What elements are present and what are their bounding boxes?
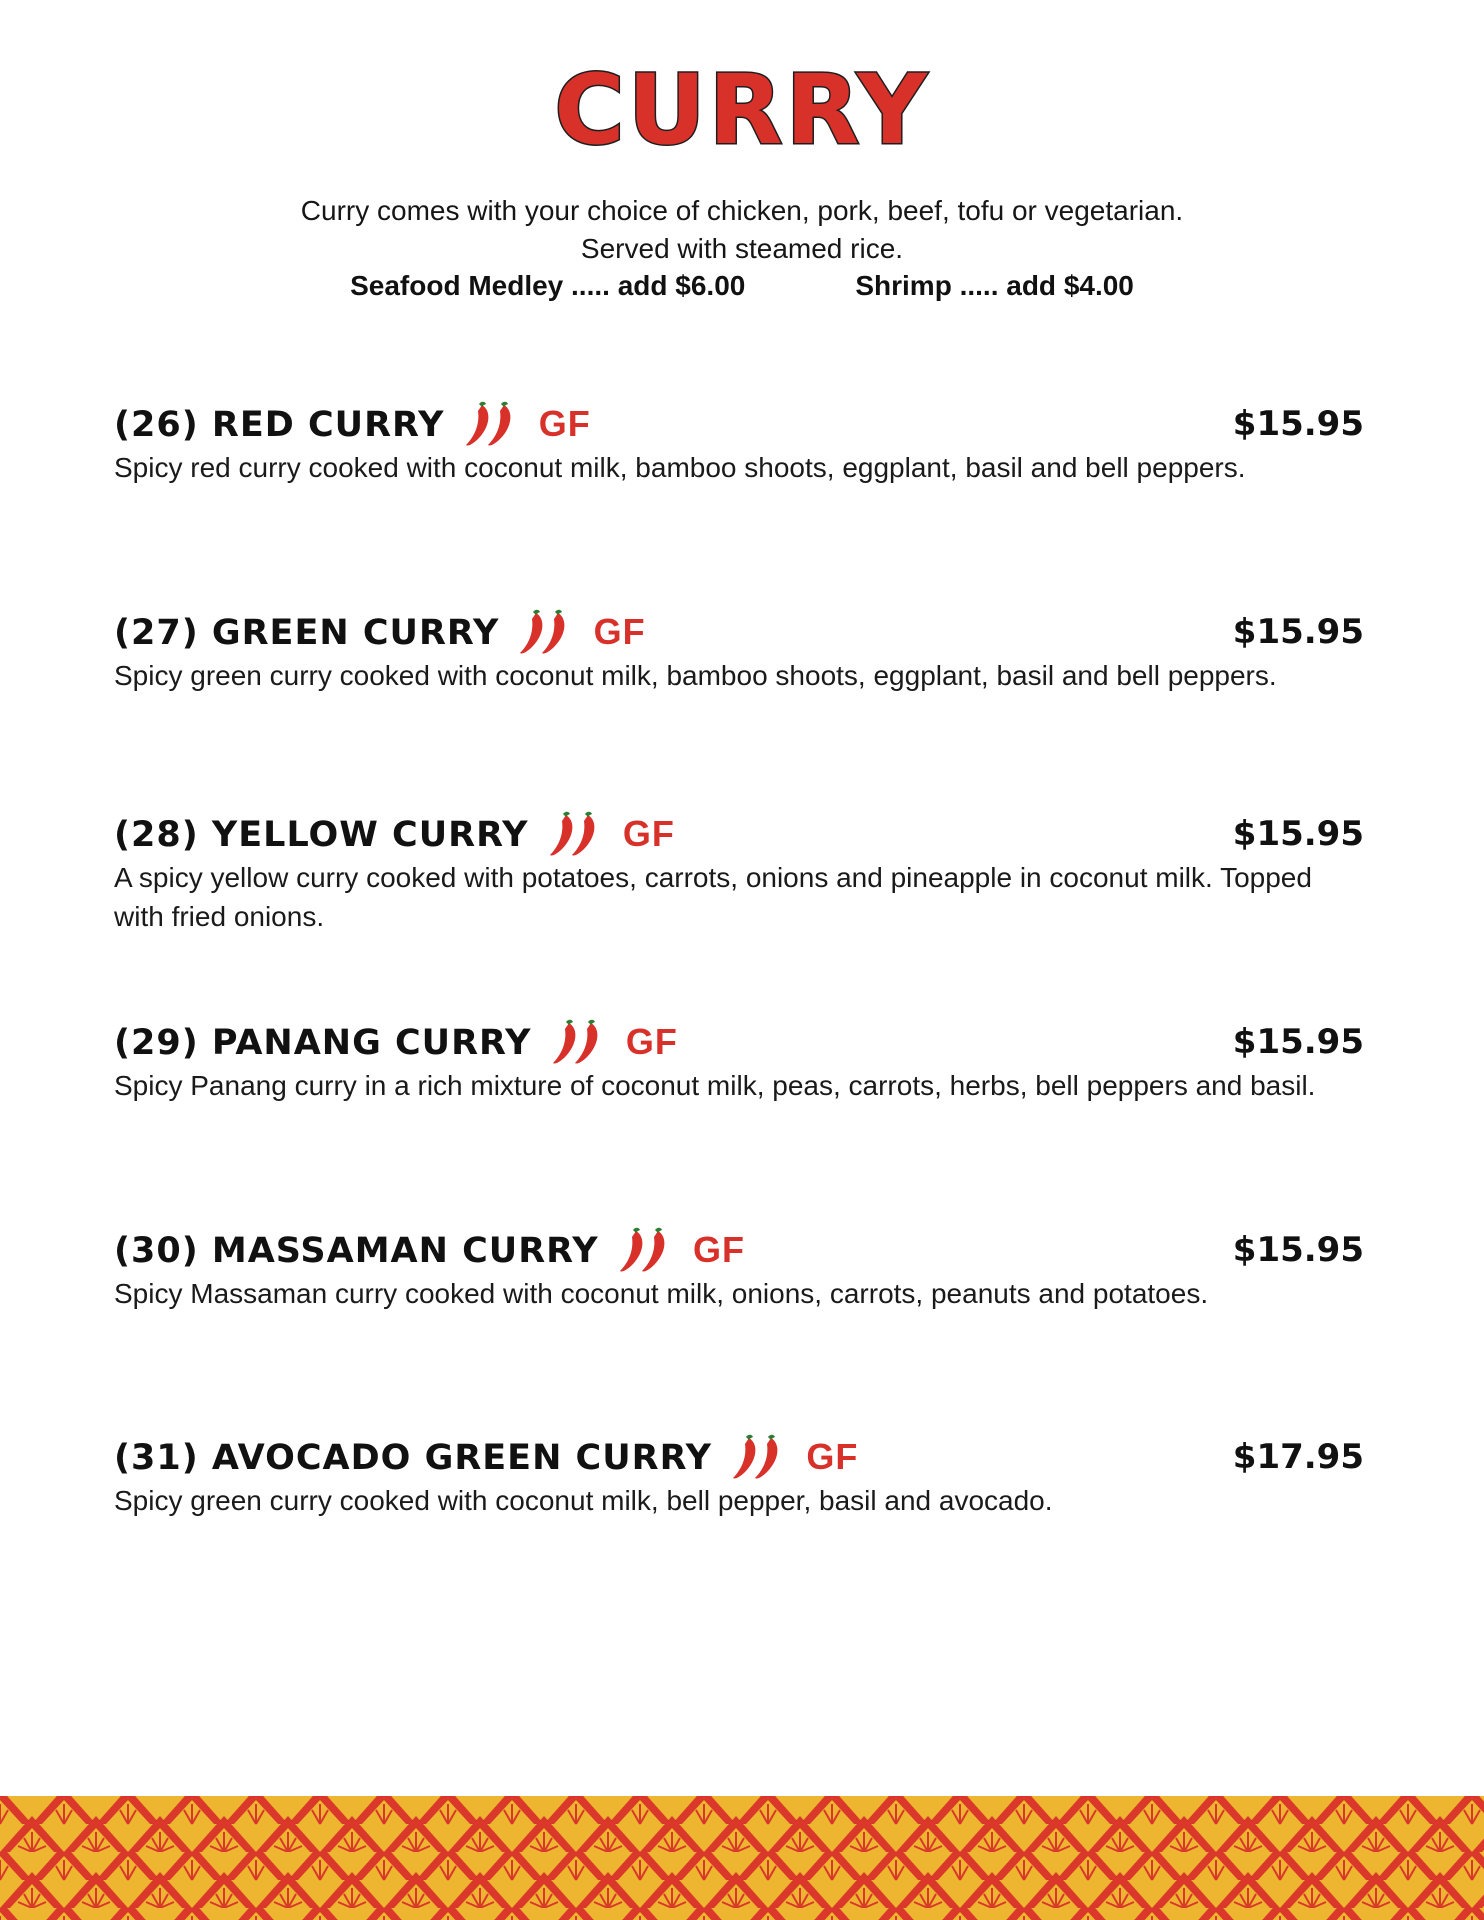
item-description: Spicy Panang curry in a rich mixture of coconut milk, peas, carrots, herbs, bell peppers and basil. [114,1070,1316,1101]
item-description: Spicy Massaman curry cooked with coconut milk, onions, carrots, peanuts and potatoes. [114,1278,1209,1309]
item-name: (29) PANANG CURRY [114,1023,532,1063]
item-price: $15.95 [1232,814,1364,854]
item-name: (26) RED CURRY [114,405,445,445]
addon-seafood: Seafood Medley ..... add $6.00 [350,270,746,301]
gluten-free-tag: GF [806,1436,859,1477]
menu-intro [0,192,1484,268]
chili-pepper-icon [464,401,522,451]
item-name: (30) MASSAMAN CURRY [114,1231,599,1271]
item-description: Spicy green curry cooked with coconut milk, bell pepper, basil and avocado. [114,1485,1053,1516]
menu-item [114,400,1364,487]
menu-item [114,1018,1364,1105]
gluten-free-tag: GF [538,403,591,444]
gluten-free-tag: GF [692,1229,745,1270]
item-price: $15.95 [1232,1230,1364,1270]
item-description: A spicy yellow curry cooked with potatoes, carrots, onions and pineapple in coconut milk. Topped with fried onions. [114,862,1312,932]
decorative-pattern-band [0,1796,1484,1920]
item-description: Spicy green curry cooked with coconut milk, bamboo shoots, eggplant, basil and bell peppers. [114,660,1277,691]
gluten-free-tag: GF [593,611,646,652]
gluten-free-tag: GF [622,813,675,854]
item-price: $15.95 [1232,1022,1364,1062]
item-name: (28) YELLOW CURRY [114,815,529,855]
item-name: (27) GREEN CURRY [114,613,500,653]
item-name: (31) AVOCADO GREEN CURRY [114,1438,712,1478]
addon-prices [0,270,1484,302]
item-price: $15.95 [1232,612,1364,652]
menu-item [114,810,1364,936]
menu-item [114,1226,1364,1313]
item-price: $17.95 [1232,1437,1364,1477]
chili-pepper-icon [551,1019,609,1069]
menu-title: CURRY [554,54,930,166]
chili-pepper-icon [518,609,576,659]
gluten-free-tag: GF [625,1021,678,1062]
addon-shrimp: Shrimp ..... add $4.00 [855,270,1134,301]
menu-item [114,608,1364,695]
item-price: $15.95 [1232,404,1364,444]
chili-pepper-icon [548,811,606,861]
menu-item [114,1433,1364,1520]
item-description: Spicy red curry cooked with coconut milk, bamboo shoots, eggplant, basil and bell peppers. [114,452,1246,483]
intro-line-1: Curry comes with your choice of chicken, pork, beef, tofu or vegetarian. [300,195,1184,226]
chili-pepper-icon [618,1227,676,1277]
intro-line-2: Served with steamed rice. [580,233,904,264]
chili-pepper-icon [731,1434,789,1484]
